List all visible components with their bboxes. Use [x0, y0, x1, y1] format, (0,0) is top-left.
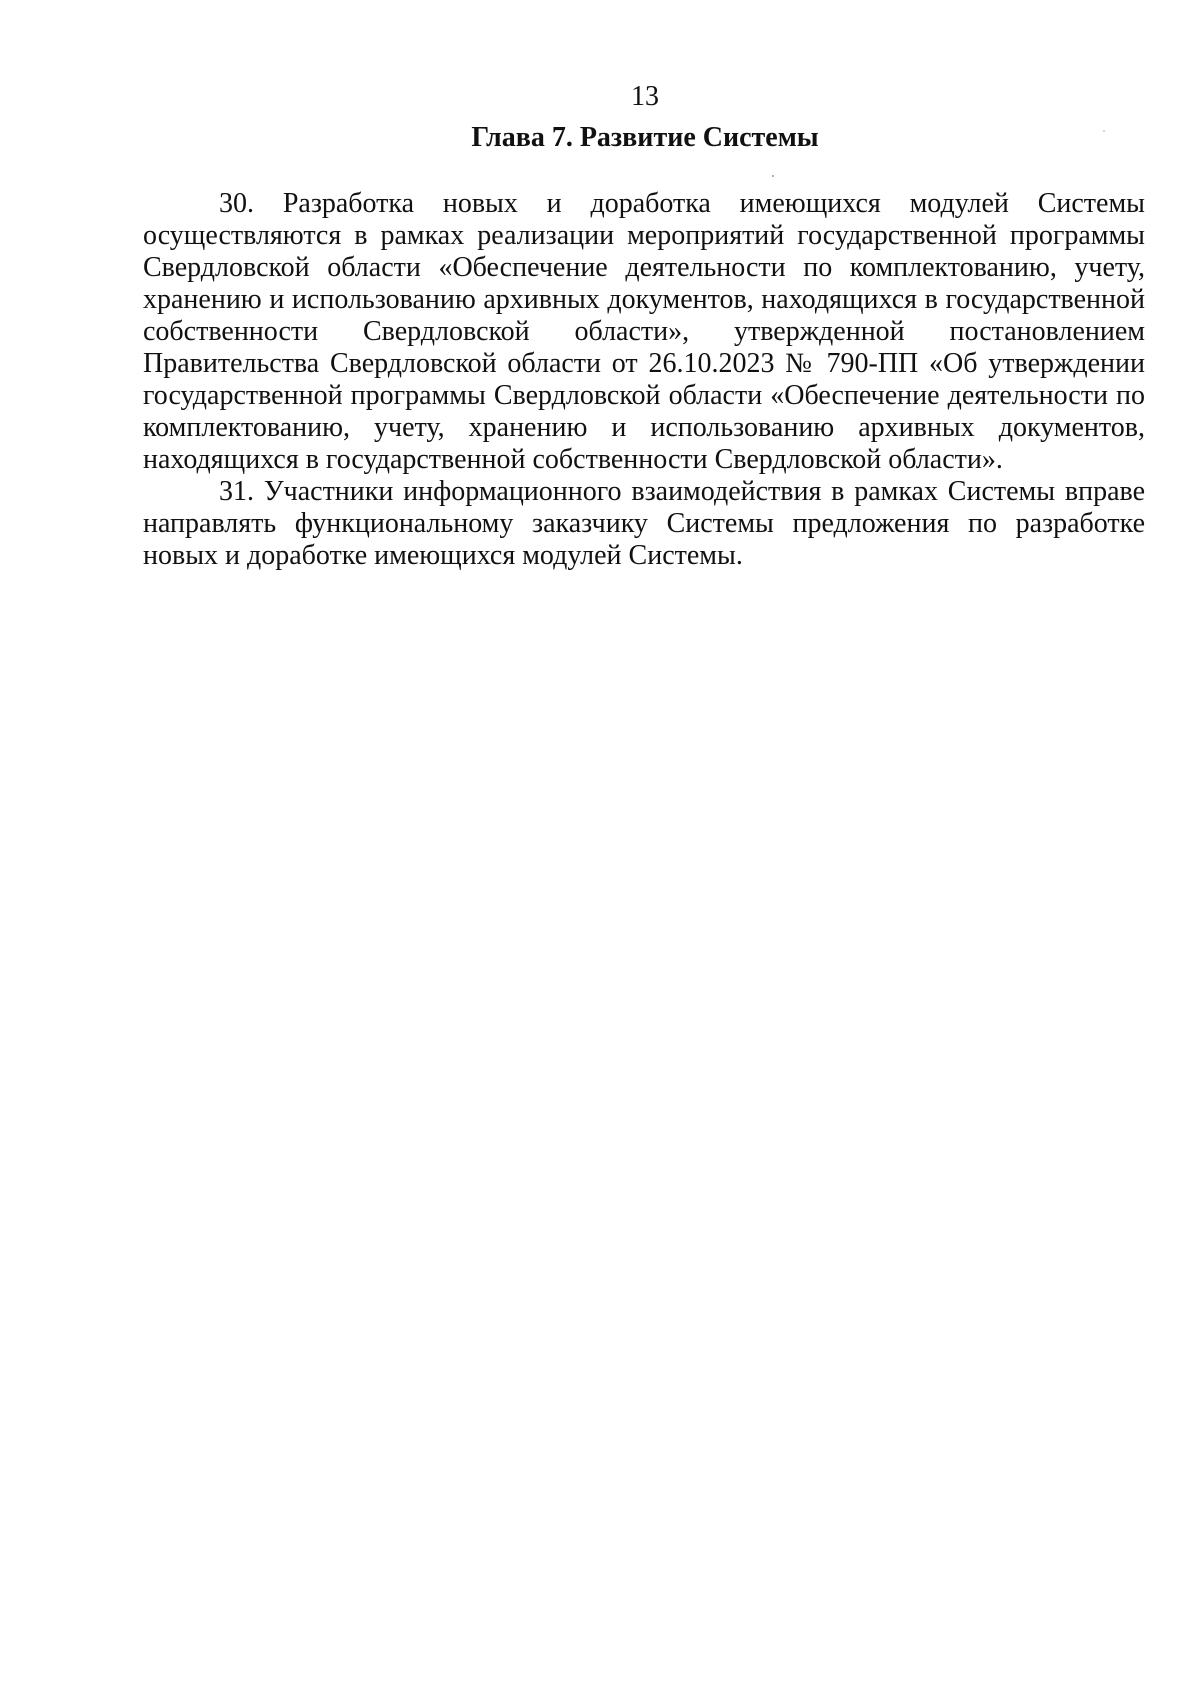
- paragraph-30: 30. Разработка новых и доработка имеющихся модулей Системы осуществляются в рамках реализации мероприятий государственной программы Свердловской области «Обеспечение деятельности по комплектованию, учету, хранению и использованию архивных документов, находящихся в государственной собственности Свердловской области», утвержденной постановлением Правительства Свердловской области от 26.10.2023 № 790-ПП «Об утверждении государственной программы Свердловской области «Обеспечение деятельности по комплектованию, учету, хранению и использованию архивных документов, находящихся в государственной собственности Свердловской области».: [143, 188, 1145, 475]
- chapter-title: Глава 7. Развитие Системы: [471, 122, 819, 153]
- paragraph-31: 31. Участники информационного взаимодействия в рамках Системы вправе направлять функциональному заказчику Системы предложения по разработке новых и доработке имеющихся модулей Системы.: [143, 476, 1145, 571]
- scan-speck: [772, 175, 774, 177]
- scan-speck: [1103, 130, 1105, 132]
- page-number: 13: [631, 81, 659, 112]
- document-body: [143, 188, 1145, 572]
